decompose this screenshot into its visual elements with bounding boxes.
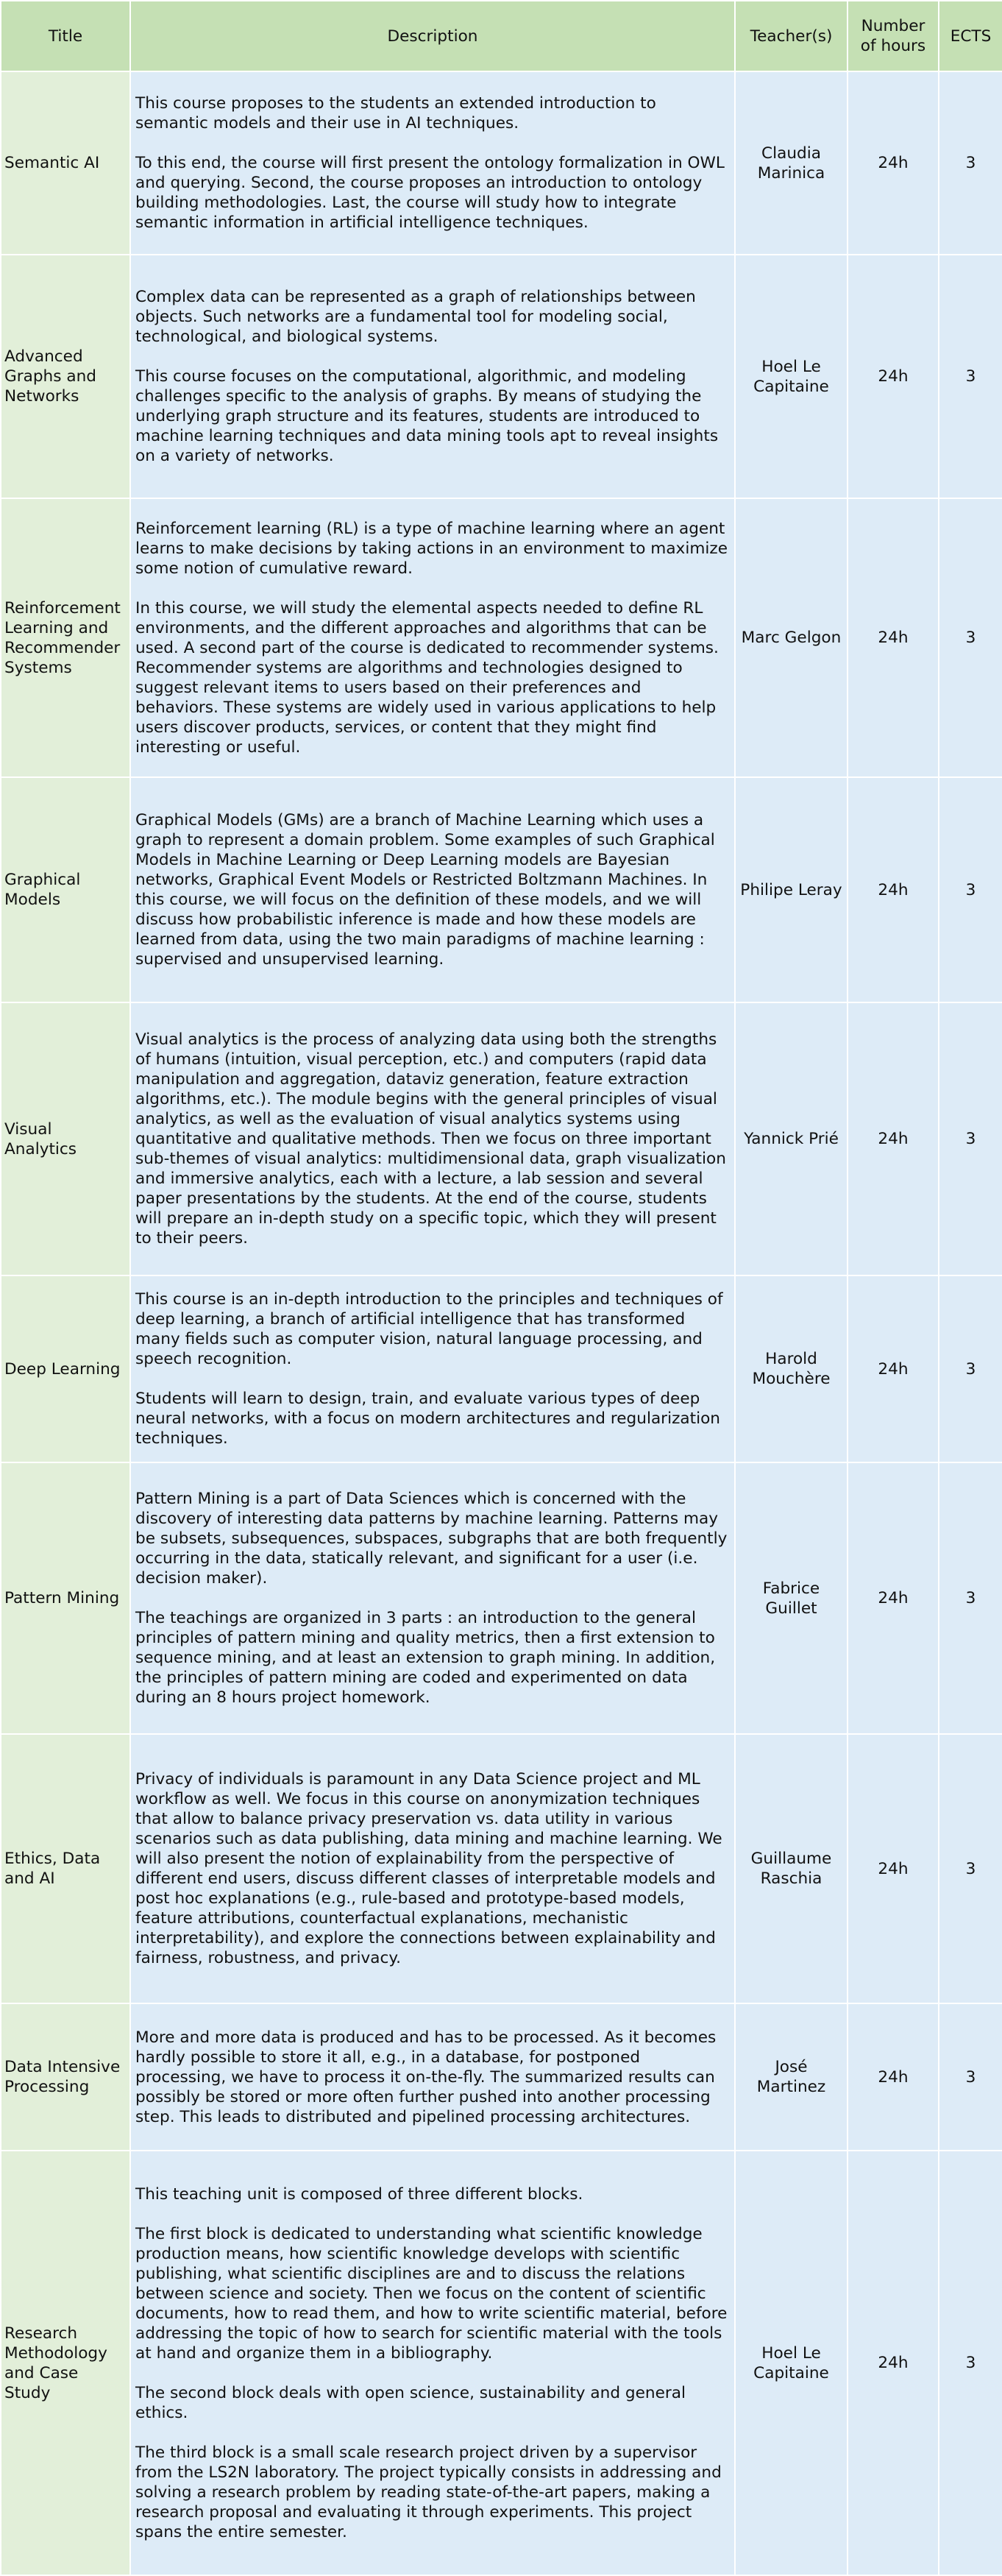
course-hours: 24h — [848, 498, 939, 777]
table-row — [1, 777, 1002, 1002]
course-description — [130, 71, 735, 255]
description-paragraph: Complex data can be represented as a graph of relationships between objects. Such networks are a fundamental tool for modeling social, technological, and biological systems. — [135, 288, 696, 346]
course-ects: 3 — [939, 498, 1002, 777]
course-hours: 24h — [848, 2003, 939, 2151]
table-row — [1, 2151, 1002, 2575]
course-title: Semantic AI — [1, 71, 130, 255]
header-teachers: Teacher(s) — [735, 1, 848, 71]
course-ects: 3 — [939, 2151, 1002, 2575]
description-paragraph: The teachings are organized in 3 parts : an introduction to the general principles of pattern mining and quality metrics, then a first extension to sequence mining, and at least an extension to graph mining. In addition, the principles of pattern mining are coded and experimented on data during an 8 hours project homework. — [135, 1609, 716, 1707]
description-paragraph: Pattern Mining is a part of Data Sciences which is concerned with the discovery of interesting data patterns by machine learning. Patterns may be subsets, subsequences, subspaces, subgraphs that are both frequently occurring in the data, statically relevant, and significant for a user (i.e. decision maker). — [135, 1490, 728, 1588]
description-paragraph: In this course, we will study the elemental aspects needed to define RL environments, and the different approaches and algorithms that can be used. A second part of the course is dedicated to recommender systems. Recommender systems are algorithms and technologies designed to suggest relevant items to users based on their preferences and behaviors. These systems are widely used in various applications to help users discover products, services, or content that they might find interesting or useful. — [135, 598, 719, 757]
table-row — [1, 1462, 1002, 1734]
table-row — [1, 1734, 1002, 2003]
course-ects: 3 — [939, 255, 1002, 498]
course-hours: 24h — [848, 1002, 939, 1275]
course-title: Graphical Models — [1, 777, 130, 1002]
course-title: Visual Analytics — [1, 1002, 130, 1275]
course-description — [130, 1275, 735, 1462]
course-teachers: Philipe Leray — [735, 777, 848, 1002]
description-paragraph: Graphical Models (GMs) are a branch of Machine Learning which uses a graph to represent a domain problem. Some examples of such Graphical Models in Machine Learning or Deep Learning models are Bayesian networks, Graphical Event Models or Restricted Boltzmann Machines. In this course, we will focus on the definition of these models, and we will discuss how probabilistic inference is made and how these models are learned from data, using the two main paradigms of machine learning : supervised and unsupervised learning. — [135, 811, 715, 969]
course-teachers: Harold Mouchère — [735, 1275, 848, 1462]
course-description — [130, 1002, 735, 1275]
course-title: Ethics, Data and AI — [1, 1734, 130, 2003]
header-title: Title — [1, 1, 130, 71]
description-paragraph: The second block deals with open science, sustainability and general ethics. — [135, 2383, 686, 2422]
header-description: Description — [130, 1, 735, 71]
course-teachers: Claudia Marinica — [735, 71, 848, 255]
course-title: Research Methodology and Case Study — [1, 2151, 130, 2575]
course-hours: 24h — [848, 2151, 939, 2575]
description-paragraph: Visual analytics is the process of analyzing data using both the strengths of humans (intuition, visual perception, etc.) and computers (rapid data manipulation and aggregation, dataviz generation, feature extraction algorithms, etc.). The module begins with the general principles of visual analytics, as well as the evaluation of visual analytics systems using quantitative and qualitative methods. Then we focus on three important sub-themes of visual analytics: multidimensional data, graph visualization and immersive analytics, each with a lecture, a lab session and several paper presentations by the students. At the end of the course, students will prepare an in-depth study on a specific topic, which they will present to their peers. — [135, 1030, 726, 1248]
description-paragraph: Privacy of individuals is paramount in any Data Science project and ML workflow as well. We focus in this course on anonymization techniques that allow to balance privacy preservation vs. data utility in various scenarios such as data publishing, data mining and machine learning. We will also present the notion of explainability from the perspective of different end users, discuss different classes of interpretable models and post hoc explanations (e.g., rule-based and prototype-based models, feature attributions, counterfactual explanations, mechanistic interpretability), and explore the connections between explainability and fairness, robustness, and privacy. — [135, 1770, 722, 1967]
description-paragraph: This course focuses on the computational, algorithmic, and modeling challenges specific to the analysis of graphs. By means of studying the underlying graph structure and its features, students are introduced to machine learning techniques and data mining tools apt to reveal insights on a variety of networks. — [135, 367, 719, 465]
course-title: Pattern Mining — [1, 1462, 130, 1734]
course-teachers: Marc Gelgon — [735, 498, 848, 777]
course-ects: 3 — [939, 1462, 1002, 1734]
course-teachers: Hoel Le Capitaine — [735, 255, 848, 498]
course-teachers: José Martinez — [735, 2003, 848, 2151]
description-paragraph: More and more data is produced and has to be processed. As it becomes hardly possible to store it all, e.g., in a database, for postponed processing, we have to process it on-the-fly. The summarized results can possibly be stored or more often further pushed into another processing step. This leads to distributed and pipelined processing architectures. — [135, 2028, 717, 2126]
course-description — [130, 2003, 735, 2151]
table-row — [1, 498, 1002, 777]
course-title: Reinforcement Learning and Recommender Systems — [1, 498, 130, 777]
header-hours: Number of hours — [848, 1, 939, 71]
course-ects: 3 — [939, 777, 1002, 1002]
course-ects: 3 — [939, 1275, 1002, 1462]
course-description — [130, 498, 735, 777]
course-teachers: Yannick Prié — [735, 1002, 848, 1275]
course-description — [130, 1734, 735, 2003]
description-paragraph: This teaching unit is composed of three different blocks. — [135, 2184, 583, 2204]
description-paragraph: This course is an in-depth introduction to the principles and techniques of deep learning, a branch of artificial intelligence that has transformed many fields such as computer vision, natural language processing, and speech recognition. — [135, 1290, 723, 1368]
description-paragraph: To this end, the course will first present the ontology formalization in OWL and querying. Second, the course proposes an introduction to ontology building methodologies. Last, the course will study how to integrate semantic information in artificial intelligence techniques. — [135, 154, 725, 232]
course-teachers: Hoel Le Capitaine — [735, 2151, 848, 2575]
course-ects: 3 — [939, 2003, 1002, 2151]
description-paragraph: Students will learn to design, train, and evaluate various types of deep neural networks, with a focus on modern architectures and regularization techniques. — [135, 1390, 720, 1448]
course-description — [130, 1462, 735, 1734]
course-ects: 3 — [939, 71, 1002, 255]
course-description — [130, 2151, 735, 2575]
course-hours: 24h — [848, 1462, 939, 1734]
course-hours: 24h — [848, 777, 939, 1002]
course-title: Deep Learning — [1, 1275, 130, 1462]
course-hours: 24h — [848, 1275, 939, 1462]
course-hours: 24h — [848, 71, 939, 255]
course-title: Data Intensive Processing — [1, 2003, 130, 2151]
table-row — [1, 71, 1002, 255]
description-paragraph: The first block is dedicated to understanding what scientific knowledge production means, how scientific knowledge develops with scientific publishing, what scientific disciplines are and to discuss the relations between science and society. Then we focus on the content of scientific documents, how to read them, and how to write scientific material, before addressing the topic of how to search for scientific material with the tools at hand and organize them in a bibliography. — [135, 2224, 728, 2363]
table-row — [1, 1002, 1002, 1275]
course-description — [130, 777, 735, 1002]
header-row — [1, 1, 1002, 71]
course-ects: 3 — [939, 1002, 1002, 1275]
table-row — [1, 255, 1002, 498]
course-teachers: Guillaume Raschia — [735, 1734, 848, 2003]
course-teachers: Fabrice Guillet — [735, 1462, 848, 1734]
course-title: Advanced Graphs and Networks — [1, 255, 130, 498]
description-paragraph: Reinforcement learning (RL) is a type of machine learning where an agent learns to make decisions by taking actions in an environment to maximize some notion of cumulative reward. — [135, 519, 728, 578]
course-hours: 24h — [848, 1734, 939, 2003]
header-ects: ECTS — [939, 1, 1002, 71]
course-hours: 24h — [848, 255, 939, 498]
description-paragraph: The third block is a small scale research project driven by a supervisor from the LS2N laboratory. The project typically consists in addressing and solving a research problem by reading state-of-the-art papers, making a research proposal and evaluating it through experiments. This project spans the entire semester. — [135, 2443, 722, 2541]
course-description — [130, 255, 735, 498]
table-row — [1, 2003, 1002, 2151]
course-ects: 3 — [939, 1734, 1002, 2003]
table-row — [1, 1275, 1002, 1462]
description-paragraph: This course proposes to the students an extended introduction to semantic models and their use in AI techniques. — [135, 94, 656, 132]
